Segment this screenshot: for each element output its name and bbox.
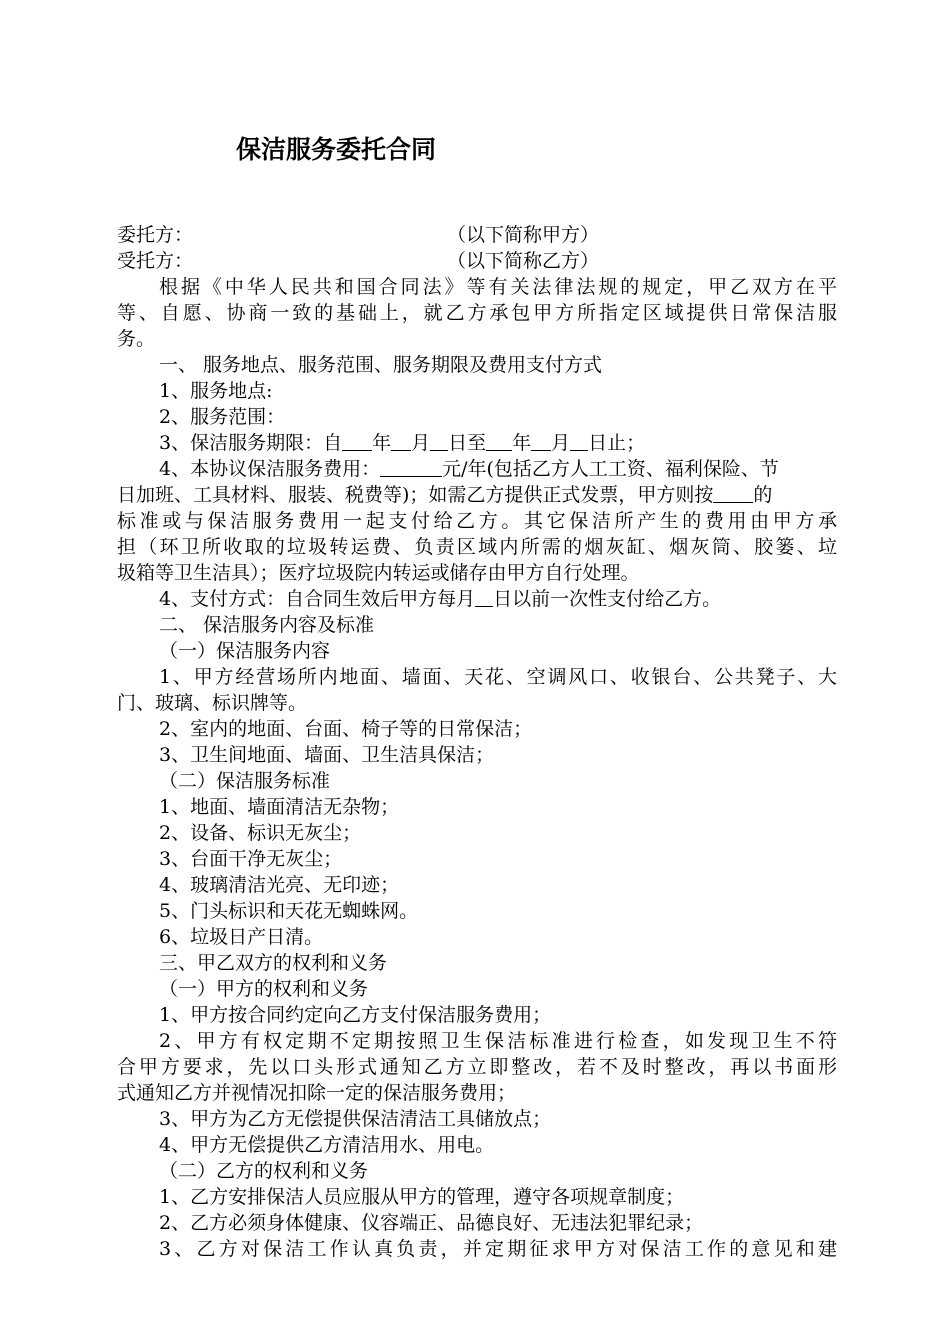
service-fee-text: 的: [753, 484, 773, 506]
client-note: （以下简称甲方）: [447, 224, 600, 246]
list-item: 5、门头标识和天花无蜘蛛网。: [159, 900, 419, 922]
blank-field: [531, 432, 551, 451]
blank-field: [475, 588, 493, 607]
list-item: 3、卫生间地面、墙面、卫生洁具保洁；: [159, 744, 495, 766]
service-fee-line: 圾箱等卫生洁具）；医疗垃圾院内转运或储存由甲方自行处理。: [117, 562, 640, 584]
list-item: 1、甲方经营场所内地面、墙面、天花、空调风口、收银台、公共凳子、大: [159, 666, 837, 688]
list-item: 4、玻璃清洁光亮、无印迹；: [159, 874, 400, 896]
month-label: 月: [551, 432, 571, 454]
payment-method-suffix: 日以前一次性支付给乙方。: [493, 588, 722, 610]
service-period-prefix: 3、保洁服务期限：自: [159, 432, 343, 454]
month-label: 月: [411, 432, 431, 454]
section2-heading: 二、 保洁服务内容及标准: [159, 614, 375, 636]
client-party-line: [117, 222, 837, 248]
day-label: 日止；: [588, 432, 646, 454]
blank-field: [430, 432, 448, 451]
blank-field: [713, 484, 753, 503]
list-item: 1、乙方安排保洁人员应服从甲方的管理，遵守各项规章制度；: [159, 1186, 685, 1208]
blank-field: [570, 432, 588, 451]
list-item: 合甲方要求，先以口头形式通知乙方立即整改，若不及时整改，再以书面形: [117, 1056, 837, 1078]
blank-field: [486, 432, 512, 451]
service-fee-line: [117, 482, 837, 508]
list-item: 3、台面干净无灰尘；: [159, 848, 343, 870]
subsection-heading: （二）乙方的权利和义务: [159, 1160, 369, 1182]
contractor-label: 受托方：: [117, 250, 194, 272]
page-title: 保洁服务委托合同: [236, 135, 437, 164]
payment-method: [117, 586, 837, 612]
contract-body: [117, 222, 837, 1262]
service-fee-unit: 元/年(包括乙方人工工资、福利保险、节: [442, 458, 779, 480]
list-item: 式通知乙方并视情况扣除一定的保洁服务费用；: [117, 1082, 517, 1104]
list-item: 3、乙方对保洁工作认真负责，并定期征求甲方对保洁工作的意见和建: [159, 1238, 837, 1260]
list-item: 6、垃圾日产日清。: [159, 926, 324, 948]
service-fee-text: 日加班、工具材料、服装、税费等)；如需乙方提供正式发票，甲方则按: [117, 484, 714, 506]
list-item: 1、甲方按合同约定向乙方支付保洁服务费用；: [159, 1004, 552, 1026]
list-item: 2、甲方有权定期不定期按照卫生保洁标准进行检查，如发现卫生不符: [159, 1030, 837, 1052]
intro-line: 根据《中华人民共和国合同法》等有关法律法规的规定，甲乙双方在平: [159, 276, 837, 298]
contractor-party-line: [117, 248, 837, 274]
year-label: 年: [512, 432, 532, 454]
list-item: 2、设备、标识无灰尘；: [159, 822, 362, 844]
contractor-note: （以下简称乙方）: [447, 250, 600, 272]
service-location: 1、服务地点:: [159, 380, 273, 402]
year-label: 年: [372, 432, 392, 454]
client-label: 委托方：: [117, 224, 194, 246]
intro-line: 等、自愿、协商一致的基础上，就乙方承包甲方所指定区域提供日常保洁服: [117, 302, 837, 324]
blank-field: [342, 432, 372, 451]
list-item: 3、甲方为乙方无偿提供保洁清洁工具储放点；: [159, 1108, 552, 1130]
section3-heading: 三、甲乙双方的权利和义务: [159, 952, 388, 974]
intro-line: 务。: [117, 328, 156, 350]
blank-field: [380, 458, 442, 477]
service-fee-prefix: 4、本协议保洁服务费用：: [159, 458, 381, 480]
subsection-heading: （一）保洁服务内容: [159, 640, 331, 662]
list-item: 门、玻璃、标识牌等。: [117, 692, 308, 714]
list-item: 2、乙方必须身体健康、仪容端正、品德良好、无违法犯罪纪录；: [159, 1212, 704, 1234]
service-fee-line: [117, 456, 837, 482]
subsection-heading: （二）保洁服务标准: [159, 770, 331, 792]
blank-field: [391, 432, 411, 451]
service-fee-line: 标准或与保洁服务费用一起支付给乙方。其它保洁所产生的费用由甲方承: [117, 510, 837, 532]
day-label: 日至: [448, 432, 487, 454]
subsection-heading: （一）甲方的权利和义务: [159, 978, 369, 1000]
service-period: [117, 430, 837, 456]
list-item: 1、地面、墙面清洁无杂物；: [159, 796, 400, 818]
section1-heading: 一、 服务地点、服务范围、服务期限及费用支付方式: [159, 354, 603, 376]
service-fee-line: 担（环卫所收取的垃圾转运费、负责区域内所需的烟灰缸、烟灰筒、胶篓、垃: [117, 536, 837, 558]
list-item: 2、室内的地面、台面、椅子等的日常保洁；: [159, 718, 533, 740]
list-item: 4、甲方无偿提供乙方清洁用水、用电。: [159, 1134, 495, 1156]
payment-method-prefix: 4、支付方式：自合同生效后甲方每月: [159, 588, 476, 610]
service-scope: 2、服务范围：: [159, 406, 286, 428]
